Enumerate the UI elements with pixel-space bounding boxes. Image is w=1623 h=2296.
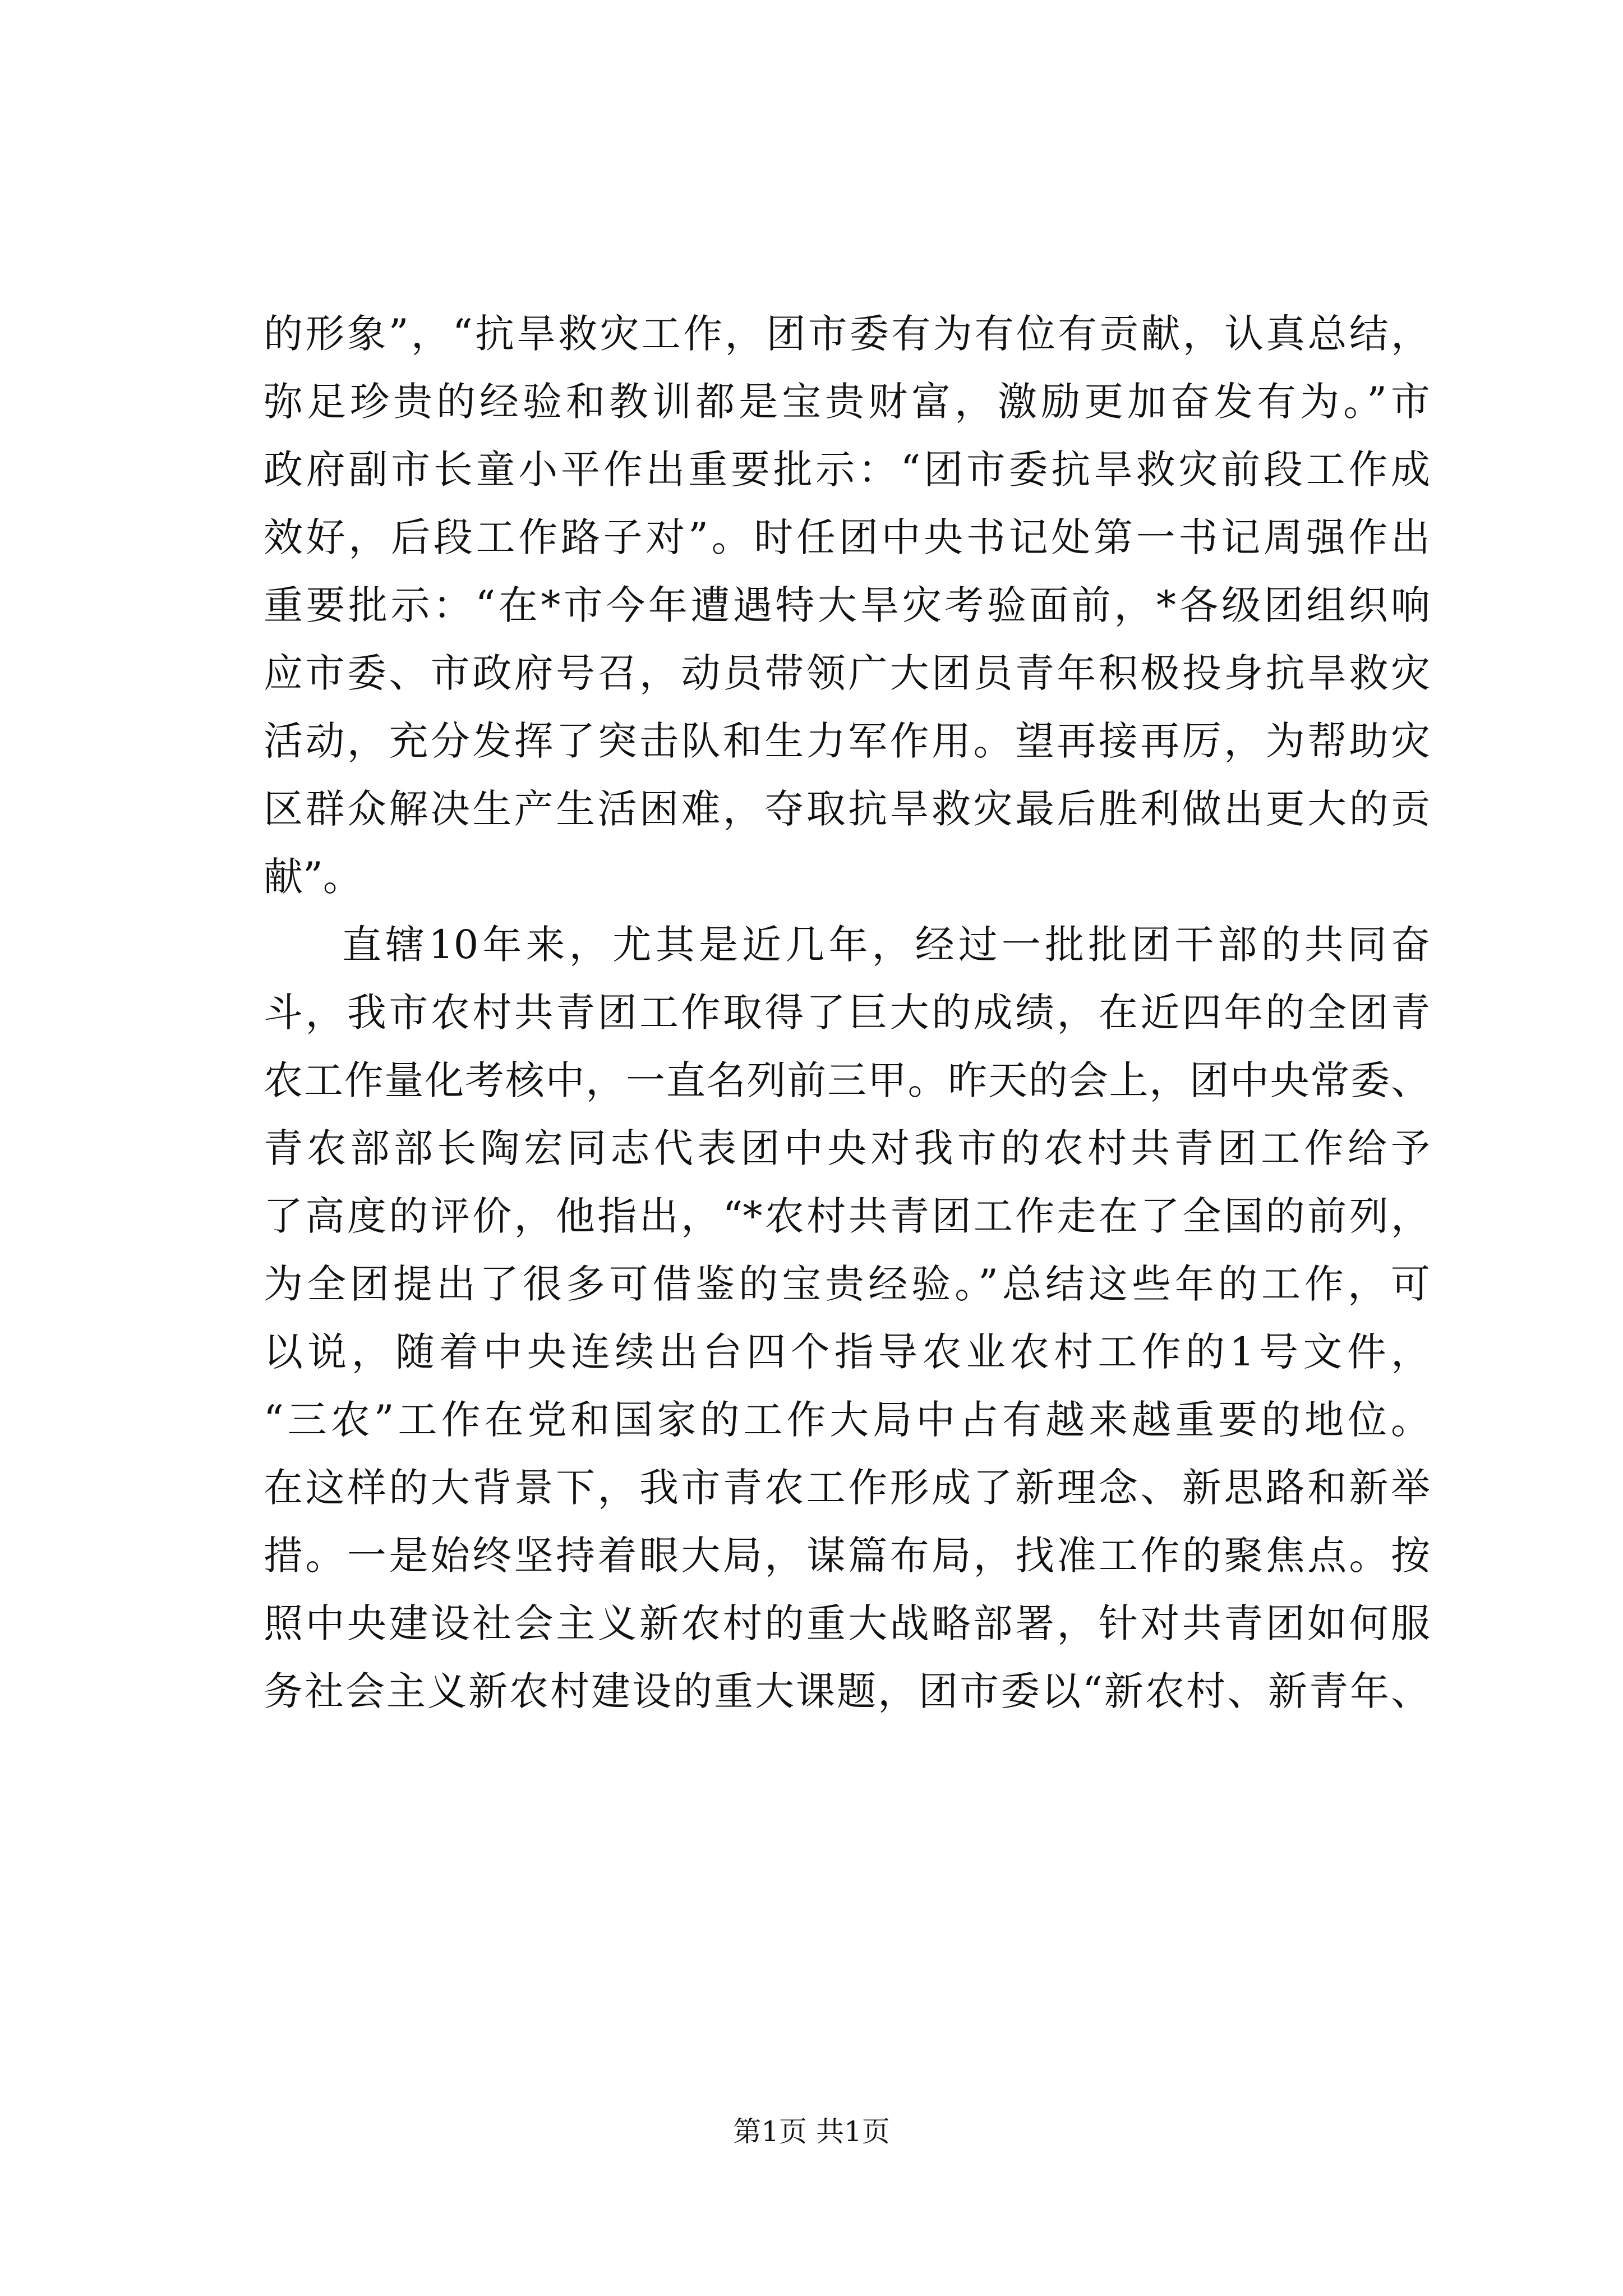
text-line: “三农”工作在党和国家的工作大局中占有越来越重要的地位。 (264, 1397, 1430, 1443)
page-footer (0, 2109, 1623, 2150)
text-line: 以说，随着中央连续出台四个指导农业农村工作的1号文件， (264, 1329, 1430, 1375)
text-line: 照中央建设社会主义新农村的重大战略部署，针对共青团如何服 (264, 1600, 1430, 1646)
text-line: 农工作量化考核中，一直名列前三甲。昨天的会上，团中央常委、 (264, 1057, 1430, 1103)
document-body (264, 300, 1430, 1726)
text-line: 区群众解决生产生活困难，夺取抗旱救灾最后胜利做出更大的贡 (264, 786, 1430, 832)
text-line: 措。一是始终坚持着眼大局，谋篇布局，找准工作的聚焦点。按 (264, 1533, 1430, 1579)
text-line: 献”。 (264, 854, 362, 900)
text-line: 直辖10年来，尤其是近几年，经过一批批团干部的共同奋 (342, 922, 1430, 968)
text-line: 重要批示：“在*市今年遭遇特大旱灾考验面前，*各级团组织响 (264, 582, 1430, 628)
text-line: 为全团提出了很多可借鉴的宝贵经验。”总结这些年的工作，可 (264, 1261, 1430, 1307)
text-line: 斗，我市农村共青团工作取得了巨大的成绩，在近四年的全团青 (264, 990, 1430, 1036)
paragraph-2 (264, 911, 1430, 1726)
text-line: 务社会主义新农村建设的重大课题，团市委以“新农村、新青年、 (264, 1668, 1430, 1714)
text-line: 青农部部长陶宏同志代表团中央对我市的农村共青团工作给予 (264, 1125, 1430, 1171)
text-line: 效好，后段工作路子对”。时任团中央书记处第一书记周强作出 (264, 514, 1430, 560)
paragraph-1 (264, 300, 1430, 911)
text-line: 了高度的评价，他指出，“*农村共青团工作走在了全国的前列， (264, 1193, 1430, 1239)
text-line: 在这样的大背景下，我市青农工作形成了新理念、新思路和新举 (264, 1465, 1430, 1511)
text-line: 活动，充分发挥了突击队和生力军作用。望再接再厉，为帮助灾 (264, 718, 1430, 764)
text-line: 政府副市长童小平作出重要批示：“团市委抗旱救灾前段工作成 (264, 447, 1430, 493)
text-line: 弥足珍贵的经验和教训都是宝贵财富，激励更加奋发有为。”市 (264, 379, 1430, 425)
page-number: 第1页 共1页 (733, 2115, 890, 2148)
text-line: 应市委、市政府号召，动员带领广大团员青年积极投身抗旱救灾 (264, 650, 1430, 696)
text-line: 的形象”，“抗旱救灾工作，团市委有为有位有贡献，认真总结， (264, 311, 1430, 357)
